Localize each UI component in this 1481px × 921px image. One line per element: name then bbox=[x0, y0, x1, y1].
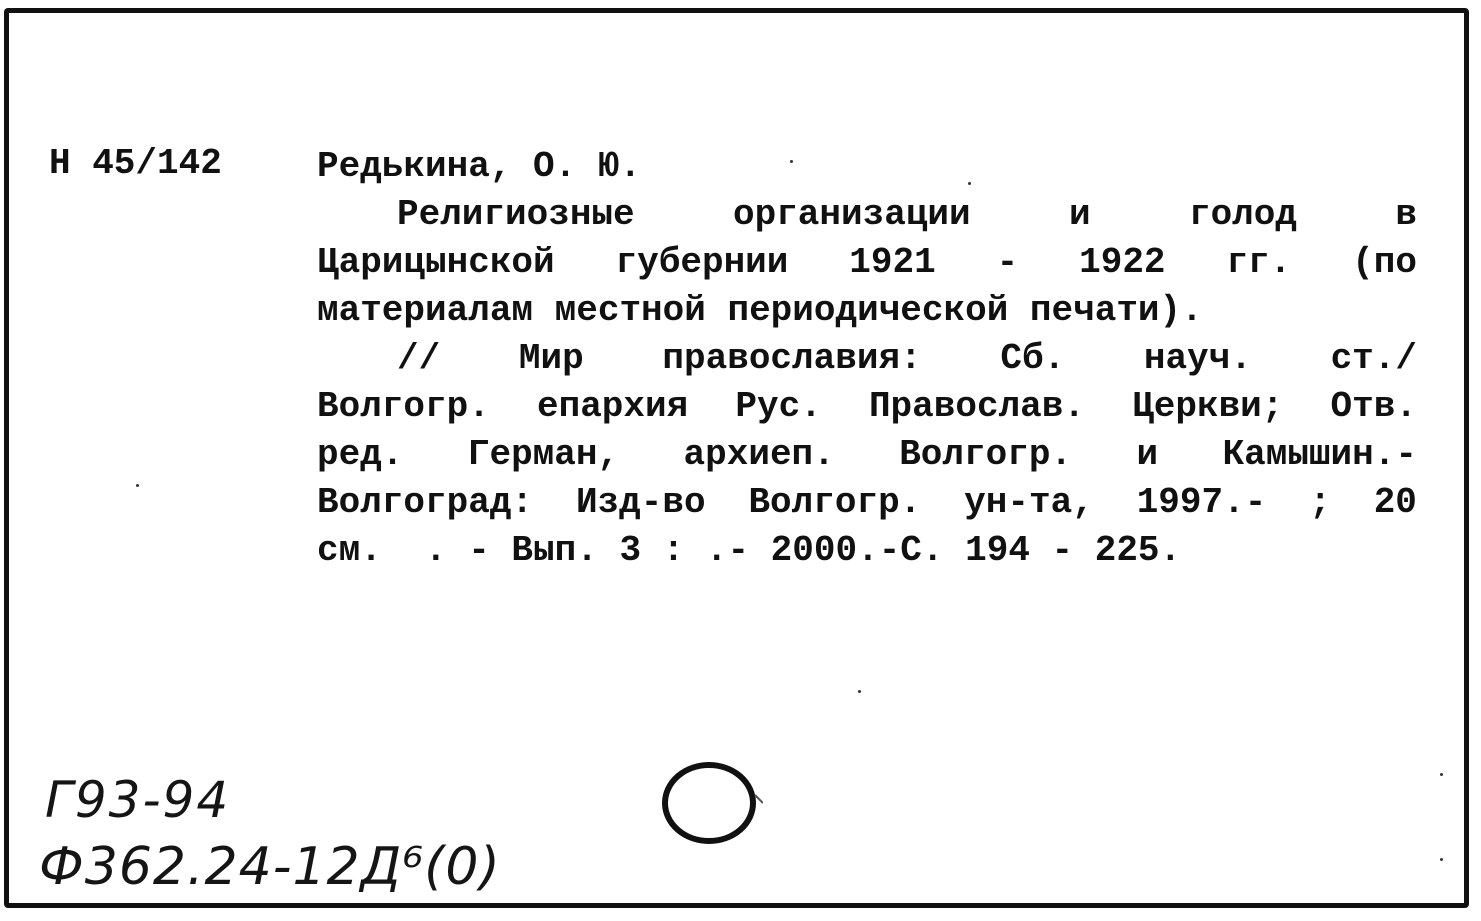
entry-line-3: материалам местной периодической печати). bbox=[317, 290, 1203, 331]
entry-line-5 bbox=[317, 383, 1417, 431]
author-line: Редькина, О. Ю. bbox=[317, 146, 642, 187]
scan-speck bbox=[136, 484, 139, 487]
entry-word: Волгогр. bbox=[748, 482, 922, 523]
entry-word: Изд-во bbox=[575, 482, 706, 523]
scan-speck bbox=[790, 160, 793, 163]
handwritten-shelfmark: Г93-94 bbox=[45, 771, 231, 829]
entry-word: науч. bbox=[1143, 338, 1252, 379]
entry-word: 1922 bbox=[1079, 242, 1166, 283]
entry-word: Волгоград: bbox=[317, 482, 534, 523]
entry-word: гг. bbox=[1226, 242, 1292, 283]
entry-word: ун-та, bbox=[964, 482, 1094, 523]
entry-line-4 bbox=[317, 335, 1417, 383]
entry-word: в bbox=[1395, 194, 1417, 235]
call-number: Н 45/142 bbox=[49, 143, 222, 184]
entry-word: Мир bbox=[518, 338, 584, 379]
entry-word: Камышин.- bbox=[1222, 434, 1417, 475]
entry-word: ст./ bbox=[1330, 338, 1417, 379]
entry-word: голод bbox=[1188, 194, 1297, 235]
entry-line-7 bbox=[317, 479, 1417, 527]
entry-word: Волгогр. bbox=[317, 386, 490, 427]
entry-word: архиеп. bbox=[683, 434, 835, 475]
scan-speck bbox=[1440, 858, 1443, 861]
entry-word: 1997.- bbox=[1136, 482, 1267, 523]
entry-word: Волгогр. bbox=[899, 434, 1073, 475]
entry-line-6 bbox=[317, 431, 1417, 479]
entry-word: организации bbox=[733, 194, 971, 235]
scan-speck bbox=[858, 690, 861, 693]
entry-word: 1921 bbox=[849, 242, 936, 283]
entry-word: Рус. bbox=[735, 386, 822, 427]
scan-speck bbox=[968, 182, 971, 185]
punch-hole-icon bbox=[659, 751, 763, 855]
entry-word: православия: bbox=[662, 338, 922, 379]
entry-word: (по bbox=[1352, 242, 1417, 283]
entry-word: и bbox=[1069, 194, 1091, 235]
entry-word: Сб. bbox=[1000, 338, 1066, 379]
entry-word: // bbox=[397, 338, 441, 379]
entry-word: 20 bbox=[1373, 482, 1417, 523]
entry-line-2 bbox=[317, 239, 1417, 287]
scan-speck bbox=[1440, 773, 1443, 776]
entry-word: губернии bbox=[615, 242, 789, 283]
entry-word: Отв. bbox=[1330, 386, 1417, 427]
handwritten-classification: Ф362.24-12Д⁶(0) bbox=[39, 837, 501, 897]
entry-word: Православ. bbox=[868, 386, 1085, 427]
entry-line-8: см. . - Вып. 3 : .- 2000.-С. 194 - 225. bbox=[317, 530, 1182, 571]
entry-word: Церкви; bbox=[1132, 386, 1284, 427]
entry-word: Герман, bbox=[467, 434, 620, 475]
entry-word: - bbox=[996, 242, 1019, 283]
entry-word: епархия bbox=[536, 386, 689, 427]
catalog-card bbox=[4, 8, 1469, 908]
entry-word: и bbox=[1136, 434, 1159, 475]
bibliographic-entry bbox=[317, 143, 1417, 575]
entry-word: Царицынской bbox=[317, 242, 555, 283]
entry-word: Религиозные bbox=[397, 194, 635, 235]
entry-word: ; bbox=[1309, 482, 1331, 523]
entry-line-1 bbox=[317, 191, 1417, 239]
entry-word: ред. bbox=[317, 434, 404, 475]
